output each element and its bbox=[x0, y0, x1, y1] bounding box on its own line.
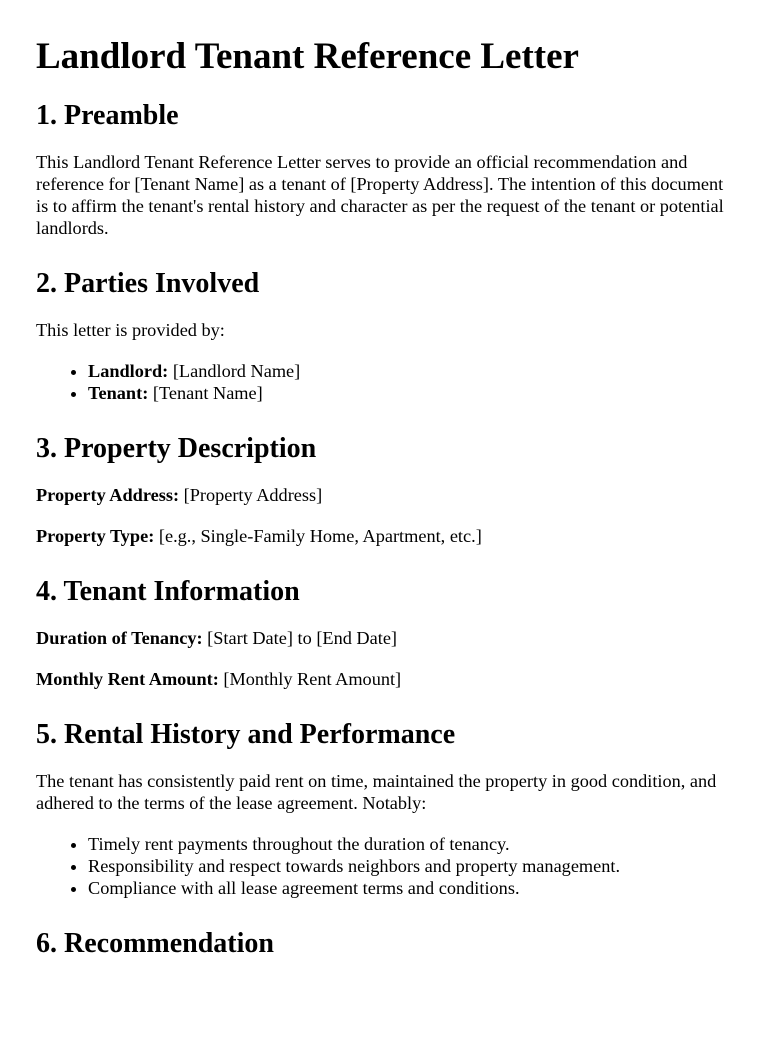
monthly-rent-label: Monthly Rent Amount: bbox=[36, 669, 219, 689]
property-type-value: [e.g., Single-Family Home, Apartment, etc.] bbox=[158, 526, 482, 546]
duration-value: [Start Date] to [End Date] bbox=[207, 628, 398, 648]
document-title: Landlord Tenant Reference Letter bbox=[36, 36, 579, 77]
list-item: • Compliance with all lease agreement terms and conditions. bbox=[88, 877, 734, 899]
property-address-label: Property Address: bbox=[36, 485, 180, 505]
monthly-rent-value: [Monthly Rent Amount] bbox=[223, 669, 402, 689]
rental-history-list bbox=[36, 833, 734, 899]
monthly-rent-field bbox=[36, 668, 734, 690]
list-item: • Responsibility and respect towards neighbors and property management. bbox=[88, 855, 734, 877]
section-heading-recommendation: 6. Recommendation bbox=[36, 928, 274, 959]
tenant-value: [Tenant Name] bbox=[152, 383, 263, 403]
section-heading-parties: 2. Parties Involved bbox=[36, 268, 260, 299]
property-address-field bbox=[36, 484, 734, 506]
list-item-landlord bbox=[88, 360, 734, 382]
duration-label: Duration of Tenancy: bbox=[36, 628, 203, 648]
section-heading-property: 3. Property Description bbox=[36, 433, 317, 464]
landlord-value: [Landlord Name] bbox=[172, 361, 301, 381]
list-item-tenant bbox=[88, 382, 734, 404]
tenant-label: Tenant: bbox=[88, 383, 149, 403]
rental-history-paragraph: The tenant has consistently paid rent on time, maintained the property in good condition, and adhered to the terms of the lease agreement. Notably: bbox=[36, 771, 717, 813]
duration-field bbox=[36, 627, 734, 649]
property-type-field bbox=[36, 525, 734, 547]
parties-list bbox=[36, 360, 734, 404]
section-heading-tenant-info: 4. Tenant Information bbox=[36, 576, 300, 607]
list-item: • Timely rent payments throughout the duration of tenancy. bbox=[88, 833, 734, 855]
section-heading-rental-history: 5. Rental History and Performance bbox=[36, 719, 456, 750]
property-type-label: Property Type: bbox=[36, 526, 155, 546]
landlord-label: Landlord: bbox=[88, 361, 169, 381]
parties-intro: This letter is provided by: bbox=[36, 320, 225, 340]
document-page bbox=[0, 35, 770, 961]
section-heading-preamble: 1. Preamble bbox=[36, 100, 179, 131]
property-address-value: [Property Address] bbox=[183, 485, 323, 505]
preamble-paragraph: This Landlord Tenant Reference Letter serves to provide an official recommendation and reference for [Tenant Name] as a tenant of [Property Address]. The intention of this document is to affirm the tenant's rental history and character as per the request of the tenant or potential landlords. bbox=[36, 152, 724, 238]
